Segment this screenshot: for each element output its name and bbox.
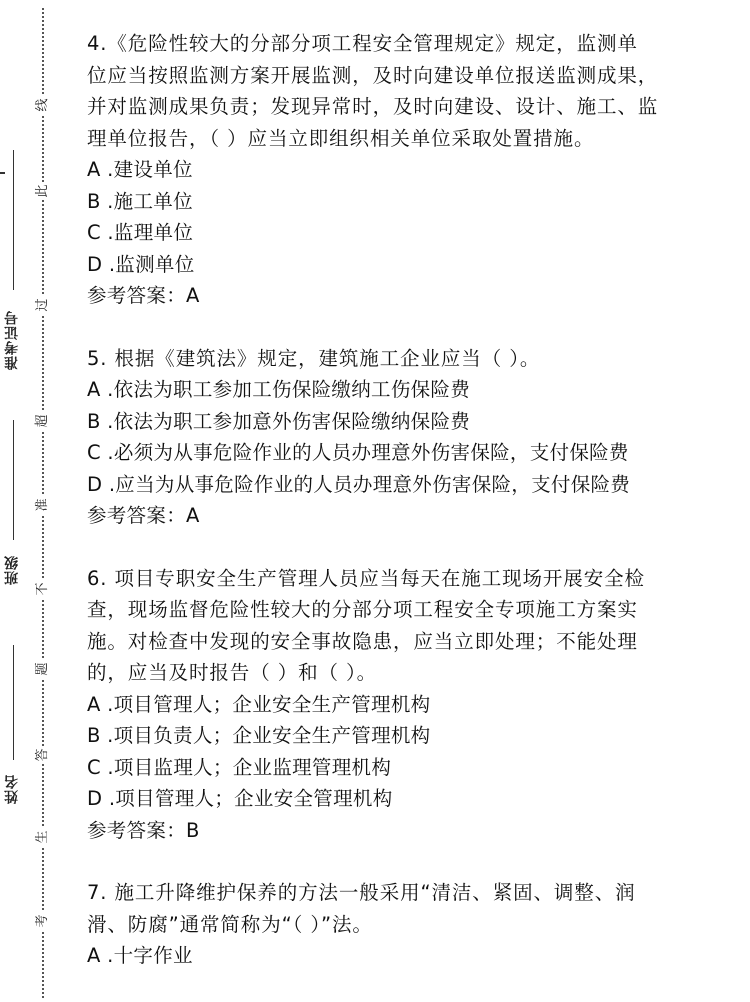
name-field: [2, 645, 26, 815]
option-b: B .项目负责人；企业安全生产管理机构: [87, 724, 431, 747]
question-stem-line: 滑、防腐”通常简称为“（ ）”法。: [87, 912, 373, 936]
option-a: A .项目管理人；企业安全生产管理机构: [87, 692, 431, 716]
option-d: D .项目管理人；企业安全管理机构: [87, 787, 393, 810]
question-7: [87, 877, 727, 972]
question-list: [87, 28, 727, 972]
exam-number-field: [2, 150, 26, 410]
question-stem-line: 6. 项目专职安全生产管理人员应当每天在施工现场开展安全检: [87, 566, 645, 590]
question-stem-line: 的，应当及时报告（ ）和（ ）。: [87, 661, 378, 684]
exam-number-label: 准考证号: [4, 310, 20, 370]
margin-char-zhun: 准: [34, 496, 52, 514]
margin-char-da: 答: [34, 746, 52, 764]
margin-char-ci: 此: [34, 182, 52, 200]
option-c: C .监理单位: [87, 221, 194, 244]
exam-number-write-line: [13, 150, 14, 290]
name-label: 姓名: [4, 774, 20, 804]
option-a: A .建设单位: [87, 158, 193, 181]
margin-char-guo: 过: [34, 296, 52, 314]
question-stem-line: 查，现场监督危险性较大的分部分项工程安全专项施工方案实: [87, 598, 638, 621]
question-stem-line: 4.《危险性较大的分部分项工程安全管理规定》规定，监测单: [87, 32, 638, 55]
question-5: [87, 343, 727, 532]
margin-char-bu: 不: [34, 580, 52, 598]
option-a: A .十字作业: [87, 944, 193, 967]
question-4: [87, 28, 727, 312]
question-stem-line: 5. 根据《建筑法》规定，建筑施工企业应当（ ）。: [87, 346, 541, 370]
margin-char-ti: 题: [34, 660, 52, 678]
option-c: C .必须为从事危险作业的人员办理意外伤害保险，支付保险费: [87, 441, 629, 464]
margin-char-xian: 线: [34, 96, 52, 114]
reference-answer: 参考答案：A: [87, 284, 200, 307]
question-stem-line: 7. 施工升降维护保养的方法一般采用“清洁、紧固、调整、润: [87, 881, 636, 904]
class-field: [2, 420, 26, 600]
option-b: B .依法为职工参加意外伤害保险缴纳保险费: [87, 409, 471, 433]
reference-answer: 参考答案：A: [87, 504, 200, 527]
reference-answer: 参考答案：B: [87, 818, 200, 842]
option-d: D .应当为从事危险作业的人员办理意外伤害保险，支付保险费: [87, 472, 631, 496]
question-stem-line: 并对监测成果负责；发现异常时，及时向建设、设计、施工、监: [87, 95, 659, 118]
margin-char-sheng: 生: [34, 828, 52, 846]
option-a: A .依法为职工参加工伤保险缴纳工伤保险费: [87, 378, 471, 401]
question-stem-line: 位应当按照监测方案开展监测，及时向建设单位报送监测成果，: [87, 63, 659, 87]
question-stem-line: 施。对检查中发现的安全事故隐患，应当立即处理；不能处理: [87, 629, 638, 653]
margin-char-kao: 考: [34, 912, 52, 930]
option-b: B .施工单位: [87, 189, 193, 213]
option-c: C .项目监理人；企业监理管理机构: [87, 755, 392, 779]
class-write-line: [13, 420, 14, 540]
class-label: 班级: [4, 555, 20, 585]
margin-char-chao: 超: [34, 412, 52, 430]
option-d: D .监测单位: [87, 252, 195, 276]
name-write-line: [13, 645, 14, 760]
binding-margin: [0, 0, 80, 1002]
question-stem-line: 理单位报告，（ ）应当立即组织相关单位采取处置措施。: [87, 126, 595, 150]
question-6: [87, 563, 727, 847]
